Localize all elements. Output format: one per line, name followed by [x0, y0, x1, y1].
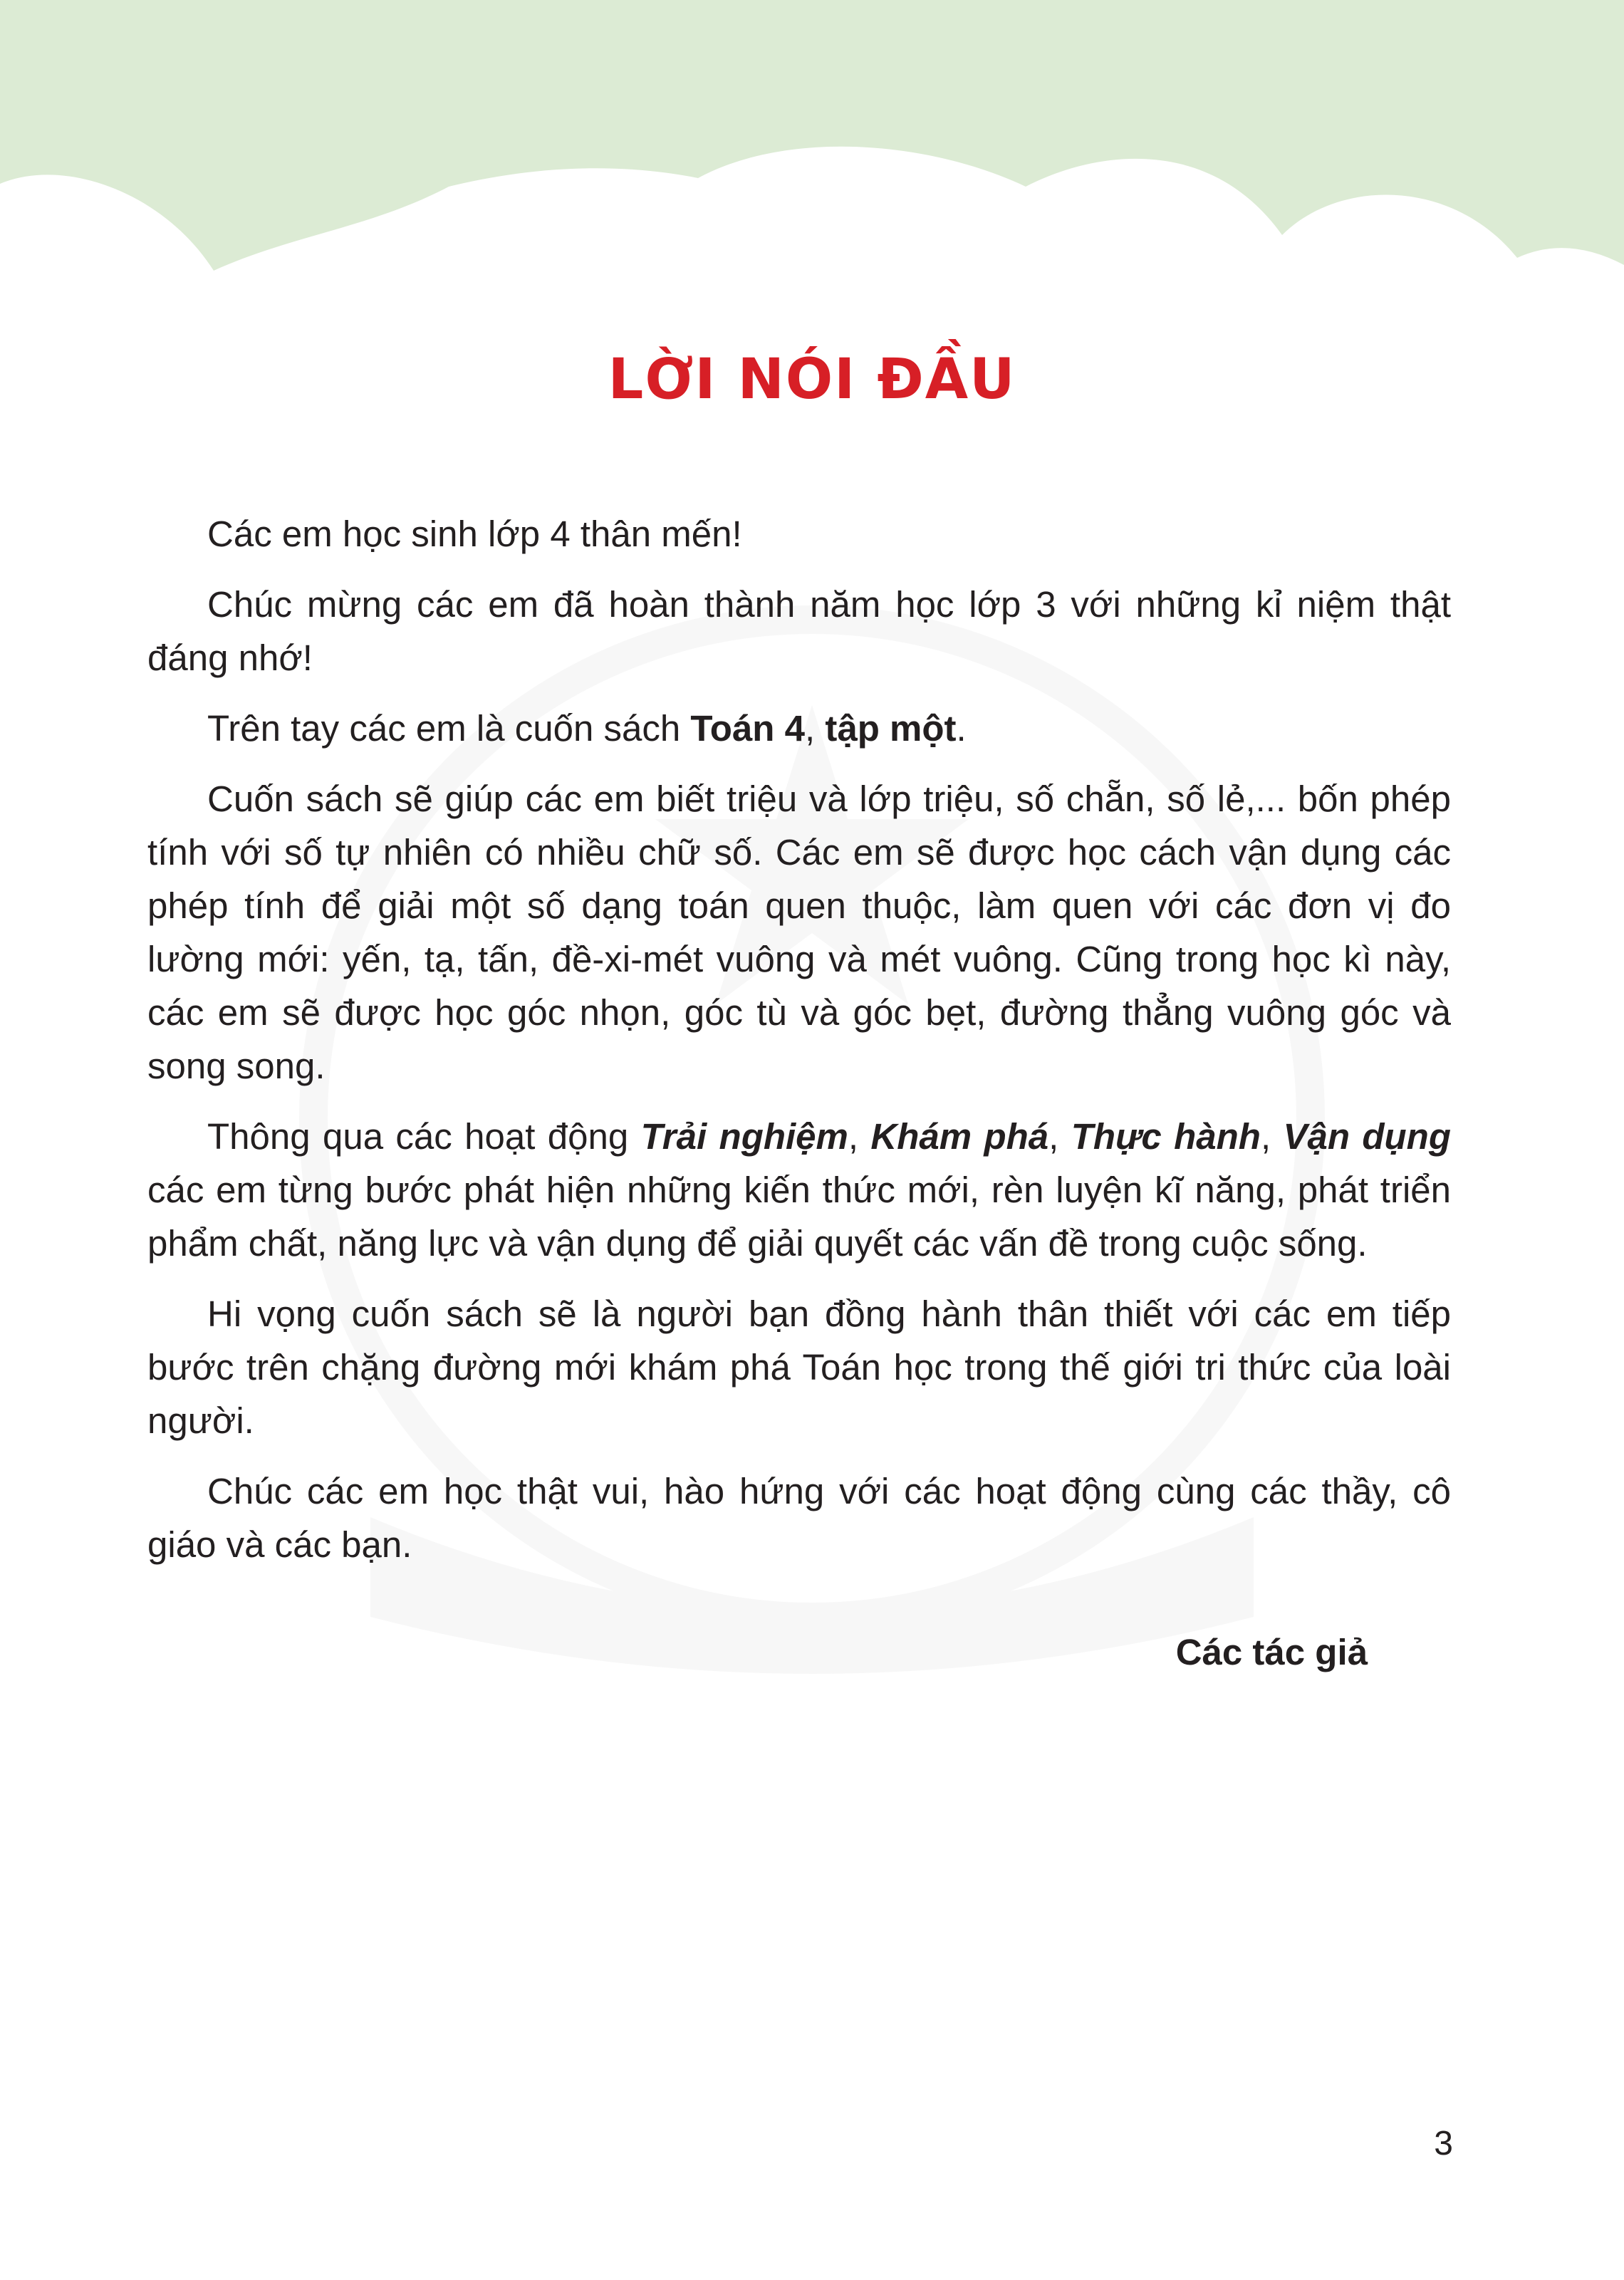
greeting-paragraph: Các em học sinh lớp 4 thân mến!: [207, 514, 742, 554]
activity-trai-nghiem: Trải nghiệm: [640, 1116, 848, 1157]
cloud-shape: [0, 0, 1624, 271]
activity-separator: ,: [848, 1116, 871, 1157]
wishes-paragraph: Chúc các em học thật vui, hào hứng với các hoạt động cùng các thầy, cô giáo và các bạn.: [147, 1471, 1451, 1565]
activities-paragraph: [147, 1110, 1451, 1270]
activity-separator: ,: [1260, 1116, 1284, 1157]
hope-paragraph: Hi vọng cuốn sách sẽ là người bạn đồng hành thân thiết với các em tiếp bước trên chặng đường mới khám phá Toán học trong thế giới tri thức của loài người.: [147, 1293, 1451, 1441]
authors-signature: Các tác giả: [1175, 1632, 1368, 1672]
activity-separator: ,: [1048, 1116, 1071, 1157]
intro-suffix: .: [956, 708, 967, 749]
book-title: Toán 4: [690, 708, 805, 749]
congrats-paragraph: Chúc mừng các em đã hoàn thành năm học lớp 3 với những kỉ niệm thật đáng nhớ!: [147, 584, 1451, 678]
intro-paragraph: [147, 702, 1451, 755]
book-volume: tập một: [825, 708, 957, 749]
activity-kham-pha: Khám phá: [870, 1116, 1049, 1157]
page-number: 3: [1434, 2125, 1453, 2162]
content-paragraph: Cuốn sách sẽ giúp các em biết triệu và lớp triệu, số chẵn, số lẻ,... bốn phép tính với số tự nhiên có nhiều chữ số. Các em sẽ được học cách vận dụng các phép tính để giải một số dạng toán quen thuộc, làm quen với các đơn vị đo lường mới: yến, tạ, tấn, đề-xi-mét vuông và mét vuông. Cũng trong học kì này, các em sẽ được học góc nhọn, góc tù và góc bẹt, đường thẳng vuông góc và song song.: [147, 779, 1451, 1086]
activity-van-dung: Vận dụng: [1283, 1116, 1451, 1157]
activities-prefix: Thông qua các hoạt động: [207, 1116, 641, 1157]
intro-separator: ,: [805, 708, 826, 749]
page-title: LỜI NÓI ĐẦU: [608, 348, 1016, 412]
activities-suffix: các em từng bước phát hiện những kiến thức mới, rèn luyện kĩ năng, phát triển phẩm chất, năng lực và vận dụng để giải quyết các vấn đề trong cuộc sống.: [147, 1170, 1451, 1264]
intro-prefix: Trên tay các em là cuốn sách: [207, 708, 691, 749]
preface-body: [147, 507, 1451, 1588]
activity-thuc-hanh: Thực hành: [1071, 1116, 1261, 1157]
cloud-header-decoration: [0, 0, 1624, 285]
